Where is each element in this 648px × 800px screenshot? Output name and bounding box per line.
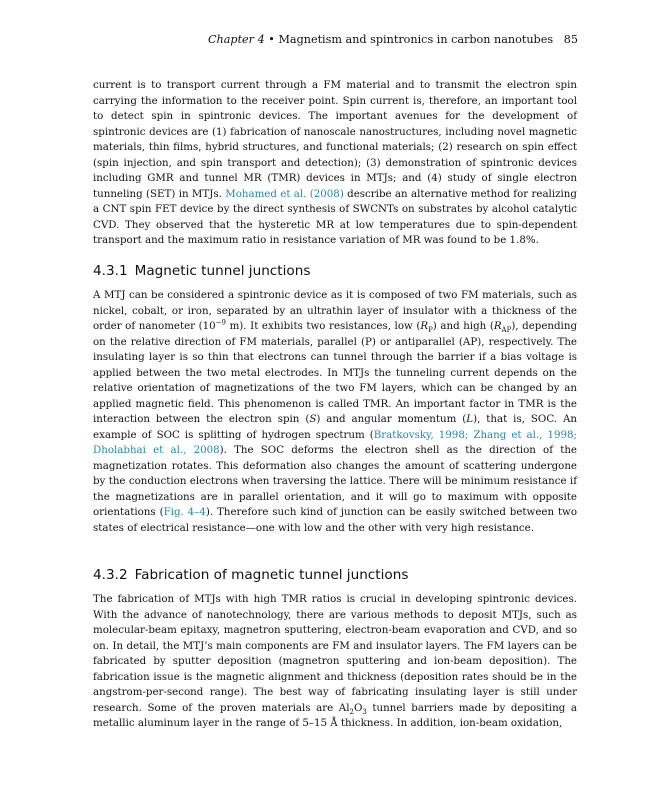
- section-heading-4-3-1: [93, 263, 310, 279]
- section-title: Fabrication of magnetic tunnel junctions: [134, 567, 409, 583]
- section-heading-4-3-2: [93, 567, 408, 583]
- figure-reference-link[interactable]: Fig. 4–4: [163, 506, 206, 518]
- section-title: Magnetic tunnel junctions: [134, 263, 311, 279]
- chapter-label: Chapter 4: [207, 33, 265, 46]
- paragraph-fabrication: The fabrication of MTJs with high TMR ratios is crucial in developing spintronic devices. With the advance of nanotechnology, there are various methods to deposit MTJs, such as molecular-beam epitaxy, magnetron sputtering, electron-beam evaporation and CVD, and so on. In detail, the MTJ’s main components are FM and insulator layers. The FM layers can be fabricated by sputter deposition (magnetron sputtering and ion-beam deposition). The fabrication issue is the magnetic alignment and thickness (deposition rates should be in the angstrom-per-second range). The best way of fabricating insulating layer is still under research. Some of the proven materials are $Al_2O_3$ tunnel barriers made by depositing a metallic aluminum layer in the range of 5–15 Å thickness. In addition, ion-beam oxidation,: [93, 593, 577, 729]
- citation-link[interactable]: Mohamed et al. (2008): [225, 187, 344, 200]
- citation-link[interactable]: Bratkovsky, 1998; Zhang et al., 1998; Dholabhai et al., 2008: [93, 428, 577, 456]
- paragraph-spin-current: current is to transport current through a FM material and to transmit the electron spin carrying the information to the receiver point. Spin current is, therefore, an important tool to detect spin in spintronic devices. The important avenues for the development of spintronic devices are (1) fabrication of nanoscale nanostructures, including novel magnetic materials, thin films, hybrid structures, and functional materials; (2) research on spin effect (spin injection, and spin transport and detection); (3) demonstration of spintronic devices including GMR and tunnel MR (TMR) devices in MTJs; and (4) study of single electron tunneling (SET) in MTJs. Mohamed et al. (2008) describe an alternative method for realizing a CNT spin FET device by the direct synthesis of SWCNTs on substrates by alcohol catalytic CVD. They observed that the hysteretic MR at low temperatures due to spin-dependent transport and the maximum ratio in resistance variation of MR was found to be 1.8%.: [93, 79, 577, 246]
- section-number: 4.3.1: [93, 263, 128, 279]
- chapter-title: Magnetism and spintronics in carbon nanotubes: [278, 33, 554, 46]
- header-bullet: •: [268, 33, 275, 46]
- page-number: 85: [563, 33, 578, 46]
- paragraph-mtj: A MTJ can be considered a spintronic device as it is composed of two FM materials, such as nickel, cobalt, or iron, separated by an ultrathin layer of insulator with a thickness of the order of nanometer ($10^{-9}$ m). It exhibits two resistances, low $(R_P)$ and high $(R_{AP})$, depending on the relative direction of FM materials, parallel (P) or antiparallel (AP), respectively. The insulating layer is so thin that electrons can tunnel through the barrier if a bias voltage is applied between the two metal electrodes. In MTJs the tunneling current depends on the relative orientation of magnetizations of the two FM layers, which can be changed by an applied magnetic field. This phenomenon is called TMR. An important factor in TMR is the interaction between the electron spin (S) and angular momentum (L), that is, SOC. An example of SOC is splitting of hydrogen spectrum (Bratkovsky, 1998; Zhang et al., 1998; Dholabhai et al., 2008). The SOC deforms the electron shell as the direction of the magnetization rotates. This deformation also changes the amount of scattering undergone by the conduction electrons when traversing the lattice. There will be minimum resistance if the magnetizations are in parallel orientation, and it will go to maximum with opposite orientations (Fig. 4–4). Therefore such kind of junction can be easily switched between two states of electrical resistance—one with low and the other with very high resistance.: [93, 289, 578, 534]
- section-number: 4.3.2: [93, 567, 128, 583]
- running-head: [208, 33, 578, 46]
